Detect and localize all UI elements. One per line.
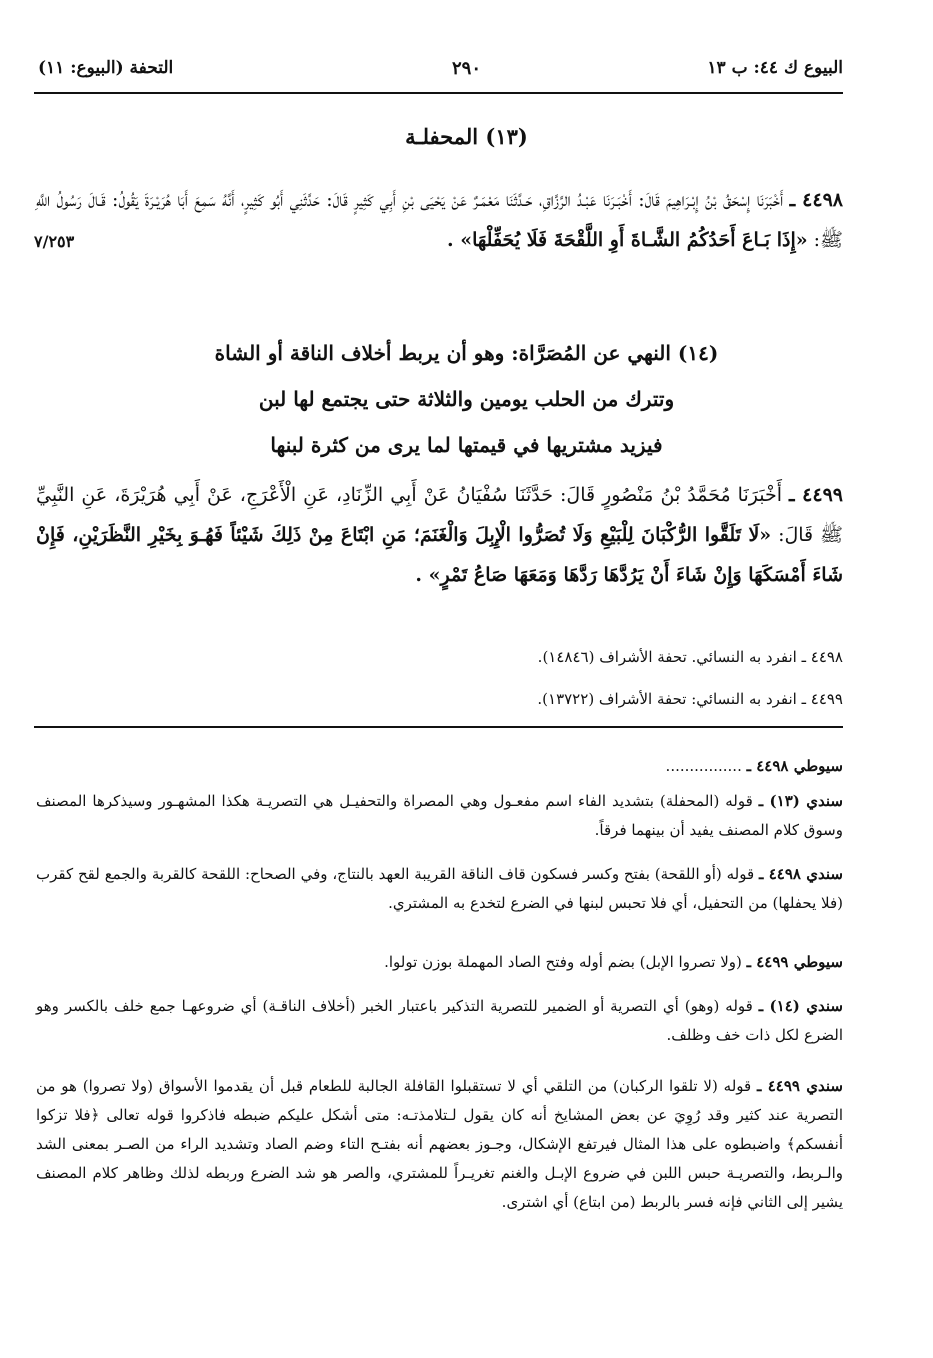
hadith-4498-number: ٤٤٩٨ ـ <box>789 189 843 211</box>
hadith-4499-number: ٤٤٩٩ ـ <box>789 484 843 506</box>
commentary-sindi-4499 <box>36 1072 843 1217</box>
header-rule <box>34 92 843 94</box>
commentary-sindi-13 <box>36 787 843 845</box>
page-number: ٢٩٠ <box>451 58 481 79</box>
hadith-4499 <box>36 475 843 595</box>
commentary-label: سندي (١٤) ـ <box>758 997 843 1015</box>
commentary-suyuti-4498 <box>36 752 843 781</box>
commentary-suyuti-4499 <box>36 948 843 977</box>
commentary-sindi-14 <box>36 992 843 1050</box>
commentary-dots: ................ <box>665 757 742 775</box>
hadith-4498-text: أَخْبَرَنَا إِسْحَقُ بْنُ إِبْـرَاهِيمَ قَالَ: أَخْبَـرَنَا عَبْـدُ الرَّزَّاقِ، حَـدَّثَنَا مَعْمَـرٌ عَنْ يَحْيَى بْنِ أَبِي كَثِيرٍ قَالَ: حَدَّثَنِي أَبُو كَثِيرٍ، أَنَّهُ سَمِعَ أَبَا هُرَيْـرَةَ يَقُولُ: قَـالَ رَسُولُ اللَّهِ ﷺ: <box>36 189 843 251</box>
header-section-ref: البيوع ك ٤٤: ب ١٣ <box>707 58 843 78</box>
commentary-sindi-4498 <box>36 860 843 918</box>
commentary-label: سندي (١٣) ـ <box>758 792 843 810</box>
hadith-4498 <box>36 180 843 260</box>
margin-reference: ٧/٢٥٣ <box>34 232 75 251</box>
commentary-text: قوله (وهو) أي التصرية أو الضمير للتصرية التذكير باعتبار الخبر (أخلاف الناقـة) أي ضروعهـا جمع خلف بالكسر وهو الضرع لكل ذات خف وظلف. <box>36 997 843 1044</box>
takhrij-4499: ٤٤٩٩ ـ انفرد به النسائي: تحفة الأشراف (١٣٧٢٢). <box>537 690 843 708</box>
header-tuhfa-ref: التحفة (البيوع: ١١) <box>38 58 174 78</box>
chapter-14-title <box>0 330 933 468</box>
hadith-4498-quote: «إِذَا بَـاعَ أَحَدُكُمُ الشَّـاةَ أَوِ اللَّقْحَةَ فَلَا يُحَفِّلْهَا» . <box>447 229 808 251</box>
commentary-text: قوله (أو اللقحة) بفتح وكسر فسكون قاف الناقة القريبة العهد بالنتاج، وفي الصحاح: اللقحة كالقربة والجمع لقح كقرب (فلا يحفلها) من التحفيل، أي فلا تحبس لبنها في الضرع لتخدع به المشتري. <box>36 865 843 912</box>
hadith-4499-quote: «لَا تَلَقَّوا الرُّكْبَانَ لِلْبَيْعِ وَلَا تُصَرُّوا الْإِبِلَ وَالْغَنَمَ؛ مَنِ ابْتَاعَ مِنْ ذَلِكَ شَيْئاً فَهُـوَ بِخَيْرِ النَّظَرَيْنِ، فَإِنْ شَاءَ أَمْسَكَهَا وَإِنْ شَاءَ أَنْ يَرُدَّهَا رَدَّهَا وَمَعَهَا صَاعُ تَمْرٍ» . <box>36 524 843 586</box>
chapter-14-line-1: (١٤) النهي عن المُصَرَّاة: وهو أن يربط أخلاف الناقة أو الشاة <box>214 341 719 365</box>
commentary-text: قوله (لا تلقوا الركبان) من التلقي أي لا تستقبلوا القافلة الجالبة للطعام قبل أن يقدموا الأسواق (ولا تصروا) هو من التصرية عند كثير وقد رُوِيَ عن بعض المشايخ أنه كان يقول لـتلامذتـه: متى أشكل عليكم ضبطه فاذكروا قوله تعالى ﴿فلا تزكوا أنفسكم﴾ واضبطوه على هذا المثال فيرتفع الإشكال، وجـوز بعضهم أنه بفتـح التاء وضم الصاد وتشديد الراء من الصـر بمعنى الشد والـربط، والتصريـة حبس اللبن في ضروع الإبـل والغنم تغريـراً للمشتري، والصر هو شد الضرع وربطه لذلك وظاهر كلام المصنف يشير إلى الثاني فإنه فسر بالربط (من ابتاع) أي اشترى. <box>36 1077 843 1211</box>
commentary-rule <box>34 726 843 728</box>
commentary-label: سندي ٤٤٩٩ ـ <box>757 1077 843 1095</box>
commentary-label: سندي ٤٤٩٨ ـ <box>759 865 843 883</box>
chapter-14-line-3: فيزيد مشتريها في قيمتها لما يرى من كثرة لبنها <box>270 433 663 457</box>
commentary-text: (ولا تصروا الإبل) بضم أوله وفتح الصاد المهملة بوزن تولوا. <box>384 953 742 971</box>
commentary-label: سيوطي ٤٤٩٨ ـ <box>746 757 843 775</box>
commentary-text: قوله (المحفلة) بتشديد الفاء اسم مفعـول وهي المصراة والتحفيـل هي التصريـة هكذا المشهـور وسيذكرها المصنف وسوق كلام المصنف يفيد أن بينهما فرقاً. <box>36 792 843 839</box>
commentary-label: سيوطي ٤٤٩٩ ـ <box>746 953 843 971</box>
chapter-14-line-2: وتترك من الحلب يومين والثلاثة حتى يجتمع لها لبن <box>258 387 675 411</box>
hadith-4499-text: أَخْبَرَنَا مُحَمَّدُ بْنُ مَنْصُورٍ قَالَ: حَدَّثَنَا سُفْيَانُ عَنْ أَبِي الزِّنَادِ، عَنِ الْأَعْرَجِ، عَنْ أَبِي هُرَيْرَةَ، عَنِ النَّبِيِّ ﷺ قَالَ: <box>36 484 843 546</box>
takhrij-4498: ٤٤٩٨ ـ انفرد به النسائي. تحفة الأشراف (١٤٨٤٦). <box>537 648 843 666</box>
chapter-13-title: (١٣) المحفلـة <box>405 124 528 149</box>
